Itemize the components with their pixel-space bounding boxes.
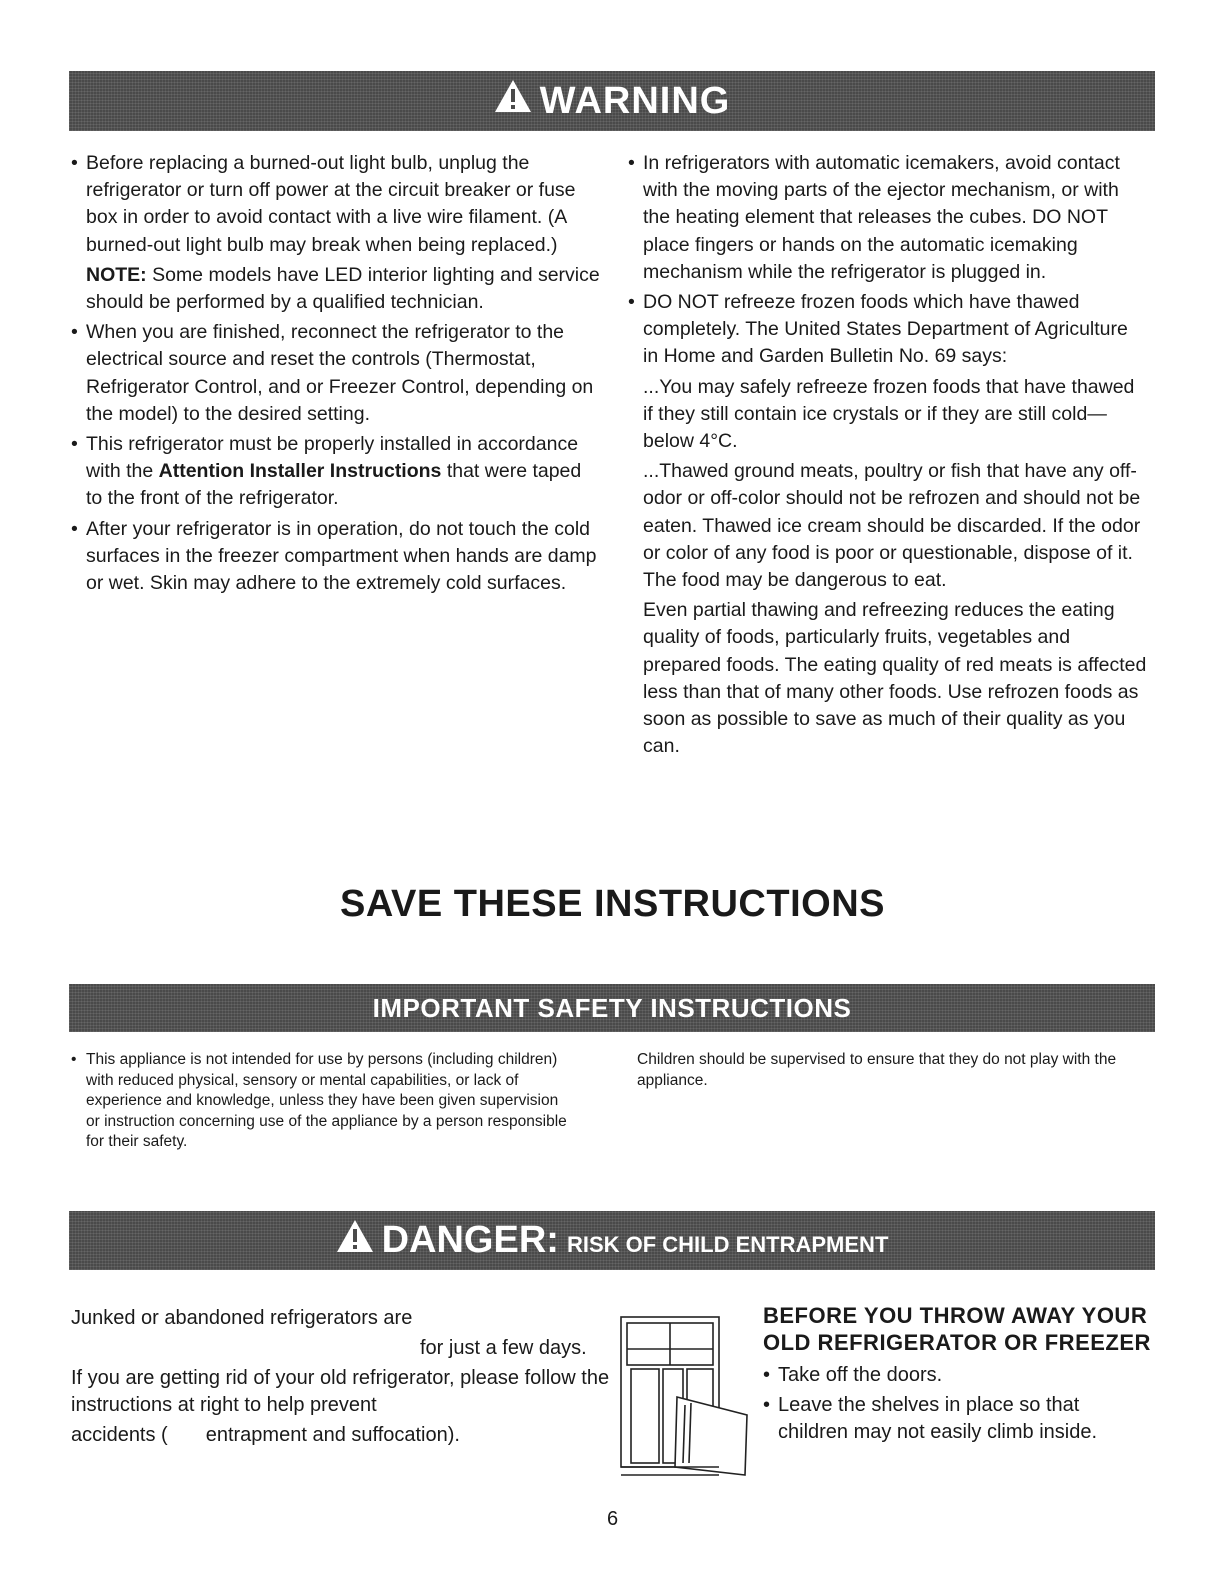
safety-right-column	[637, 1050, 1147, 1091]
danger-banner	[69, 1211, 1155, 1270]
note-label: NOTE:	[86, 263, 147, 286]
safety-bullet-appliance-use: • This appliance is not intended for use by persons (including children) with reduced physical, sensory or mental capabilities, or lack of experience and knowledge, unless they have been given supervision or instruction concerning use of the appliance by a person responsible for their safety.	[71, 1050, 571, 1153]
throw-away-heading: BEFORE YOU THROW AWAY YOUR OLD REFRIGERATOR OR FREEZER	[763, 1303, 1151, 1355]
danger-bullet-doors: • Take off the doors.	[763, 1362, 1153, 1389]
warning-bullet-refreeze: • DO NOT refreeze frozen foods which have thawed completely. The United States Department of Agriculture in Home and Garden Bulletin No. 69 says:	[628, 289, 1148, 371]
danger-line-4-b: entrapment and suffocation).	[205, 1424, 460, 1446]
danger-line-4	[71, 1422, 611, 1449]
thawing-paragraph: Even partial thawing and refreezing reduces the eating quality of foods, particularly fruits, vegetables and prepared foods. The eating quality of red meats is affected less than that of many other foods. Use refrozen foods as soon as possible to save as much of their quality as you can.	[643, 599, 1147, 758]
installation-text-a: This refrigerator must be properly installed in accordance with the	[86, 433, 579, 483]
usda-quote-1: ...You may safely refreeze frozen foods that have thawed if they still contain ice crystals or if they are still cold—below 4°C.	[643, 375, 1135, 453]
usda-quote-2: ...Thawed ground meats, poultry or fish that have any off-odor or off-color should not be refrozen and should not be eaten. Thawed ice cream should be discarded. If the odor or color of any food is poor or questionable, dispose of it. The food may be dangerous to eat.	[643, 460, 1141, 592]
note-text: Some models have LED interior lighting and service should be performed by a qualified technician.	[86, 263, 600, 314]
warning-bullet-reconnect: • When you are finished, reconnect the refrigerator to the electrical source and reset the controls (Thermostat, Refrigerator Control, and or Freezer Control, depending on the model) to the desired setting.	[71, 319, 601, 428]
danger-line-4-a: accidents (	[71, 1424, 168, 1446]
warning-bullet-light-bulb: • Before replacing a burned-out light bulb, unplug the refrigerator or turn off power at the circuit breaker or fuse box in order to avoid contact with a live wire filament. (A burned-out light bulb may break when being replaced.)	[71, 150, 601, 259]
danger-subtitle: RISK OF CHILD ENTRAPMENT	[566, 1231, 889, 1257]
installation-bold-text: Attention Installer Instructions	[158, 460, 442, 483]
danger-title: DANGER:	[381, 1219, 559, 1261]
warning-note	[71, 262, 601, 316]
warning-triangle-icon	[336, 1219, 374, 1263]
warning-title: WARNING	[539, 79, 731, 122]
danger-right-column	[763, 1302, 1153, 1449]
warning-triangle-icon	[494, 79, 532, 123]
danger-line-1: Junked or abandoned refrigerators are	[71, 1307, 413, 1329]
save-instructions-heading: SAVE THESE INSTRUCTIONS	[340, 883, 885, 925]
warning-bullet-installation	[71, 431, 601, 513]
danger-paragraph-2: If you are getting rid of your old refrigerator, please follow the instructions at right to help prevent	[71, 1367, 610, 1416]
safety-left-column	[71, 1050, 571, 1156]
danger-bullet-shelves: • Leave the shelves in place so that children may not easily climb inside.	[763, 1392, 1153, 1446]
warning-left-column	[71, 150, 601, 600]
safety-instructions-banner	[69, 984, 1155, 1032]
safety-children-supervision: Children should be supervised to ensure that they do not play with the appliance.	[637, 1051, 1117, 1089]
refrigerator-doors-removed-icon	[617, 1305, 752, 1480]
safety-banner-title: IMPORTANT SAFETY INSTRUCTIONS	[372, 992, 852, 1023]
installation-text-b: that were taped to the front of the refrigerator.	[86, 460, 582, 510]
danger-left-column	[71, 1305, 611, 1452]
page-number: 6	[606, 1508, 619, 1530]
danger-line-2: for just a few days.	[420, 1337, 587, 1359]
warning-bullet-icemaker: • In refrigerators with automatic icemakers, avoid contact with the moving parts of the ejector mechanism, or with the heating element that releases the cubes. DO NOT place fingers or hands on the automatic icemaking mechanism while the refrigerator is plugged in.	[628, 150, 1148, 286]
warning-right-column	[628, 150, 1148, 763]
warning-banner	[69, 71, 1155, 131]
warning-bullet-cold-surfaces: • After your refrigerator is in operation, do not touch the cold surfaces in the freezer compartment when hands are damp or wet. Skin may adhere to the extremely cold surfaces.	[71, 516, 601, 598]
